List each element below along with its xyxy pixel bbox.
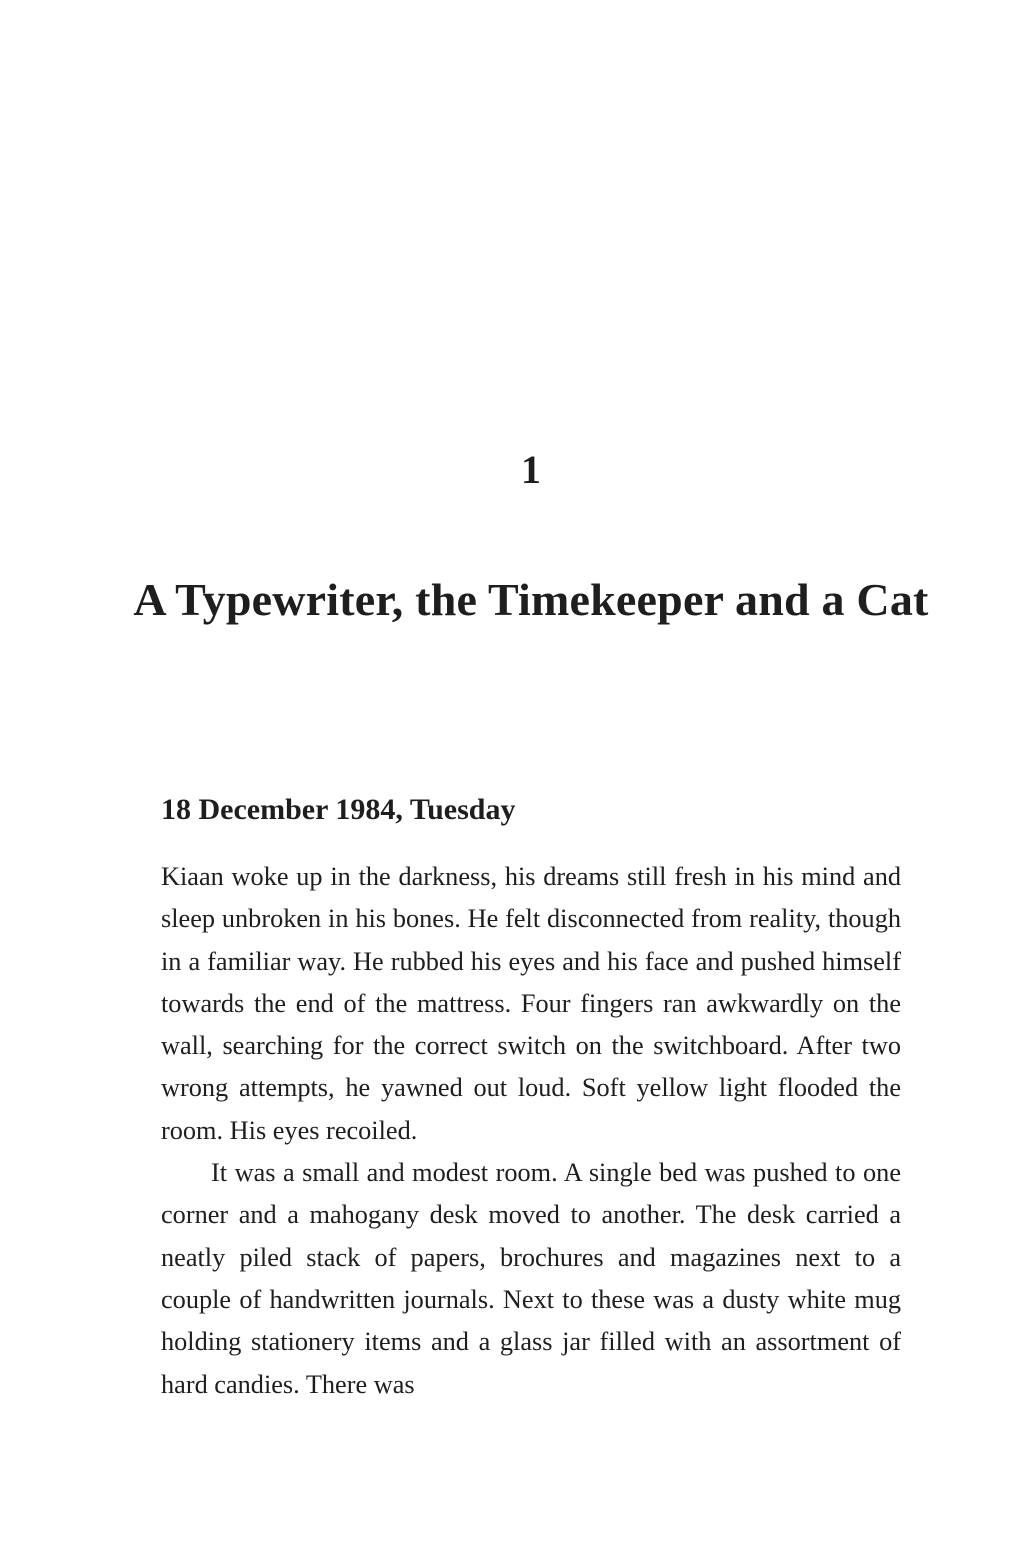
chapter-title: A Typewriter, the Timekeeper and a Cat [133,574,929,625]
chapter-body [161,856,901,1406]
date-heading: 18 December 1984, Tuesday [161,793,516,826]
paragraph: Kiaan woke up in the darkness, his dreams still fresh in his mind and sleep unbroken in his bones. He felt disconnected from reality, though in a familiar way. He rubbed his eyes and his face and pushed himself towards the end of the mattress. Four fingers ran awkwardly on the wall, searching for the correct switch on the switchboard. After two wrong attempts, he yawned out loud. Soft yellow light flooded the room. His eyes recoiled. [161,862,901,1145]
paragraph: It was a small and modest room. A single bed was pushed to one corner and a mahogany desk moved to another. The desk carried a neatly piled stack of papers, brochures and magazines next to a couple of handwritten journals. Next to these was a dusty white mug holding stationery items and a glass jar filled with an assortment of hard candies. There was [161,1158,901,1399]
chapter-number: 1 [521,447,541,492]
